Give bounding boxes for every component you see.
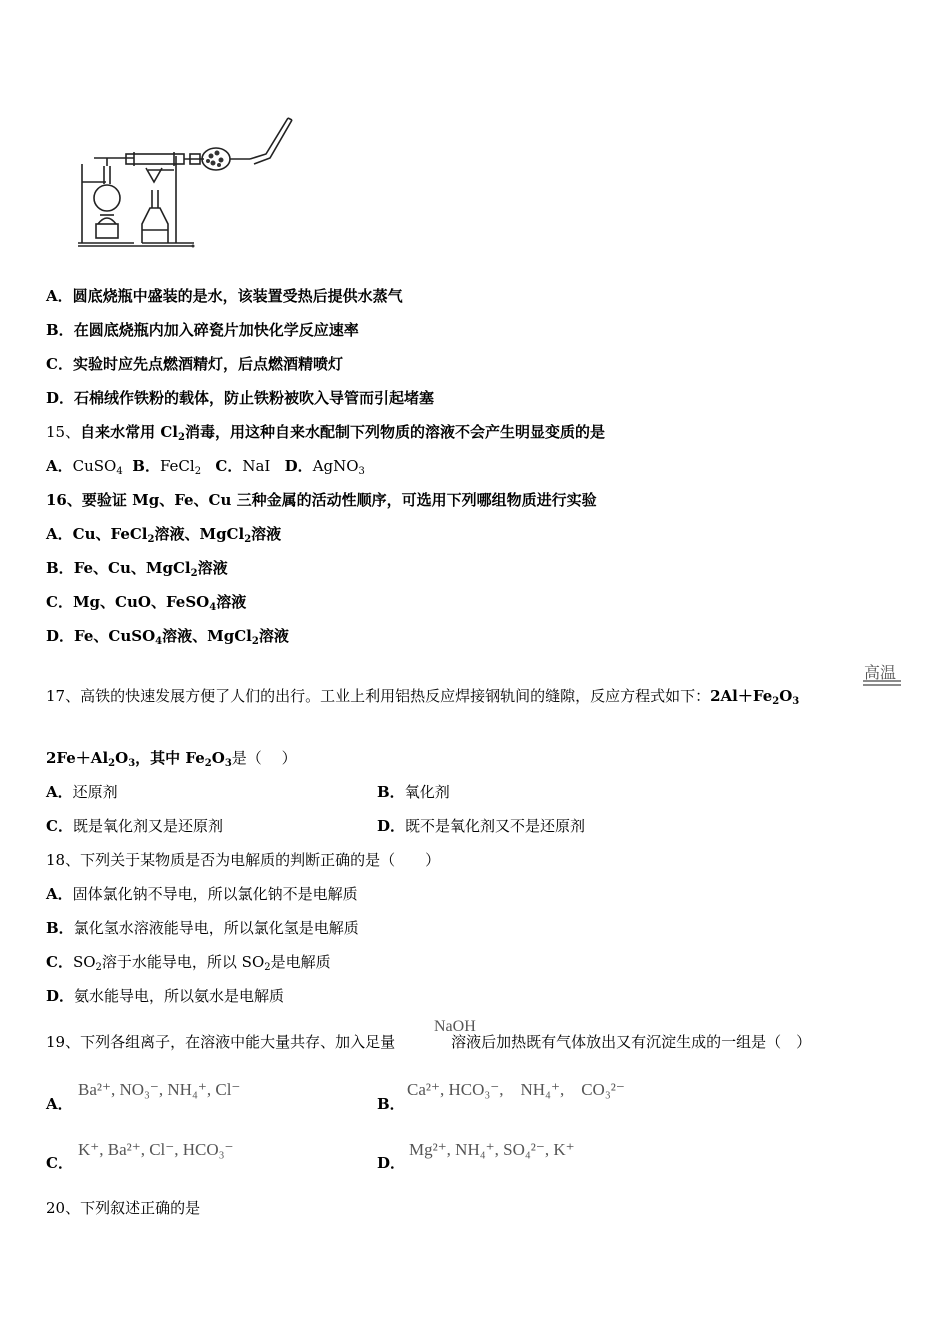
naoh-formula: NaOH [434,1018,476,1035]
q17-option-a: A．还原剂 [46,783,118,801]
q17-option-c: C．既是氧化剂又是还原剂 [46,817,223,835]
q19-option-a-ions: Ba²⁺, NO₃⁻, NH₄⁺, Cl⁻ [78,1080,241,1099]
q14-option-d: D．石棉绒作铁粉的载体，防止铁粉被吹入导管而引起堵塞 [46,389,435,407]
q18-option-c: C．$SO_2$溶于水能导电，所以 $SO_2$是电解质 [46,953,331,973]
q19-option-b-label: B． [377,1095,405,1113]
q14-option-a: A．圆底烧瓶中盛装的是水，该装置受热后提供水蒸气 [46,287,403,305]
reaction-condition: 高温 [864,665,897,682]
equals-sign [862,679,902,687]
q18-stem: 18、下列关于某物质是否为电解质的判断正确的是（ ） [46,851,441,869]
q16-option-a: A．Cu、FeCl$_2$溶液、MgCl$_2$溶液 [46,525,282,545]
q15-options: A．CuSO$_4$ B．FeCl$_2$ C．NaI D．AgNO$_3$ [46,457,365,477]
q17-option-d: D．既不是氧化剂又不是还原剂 [377,817,586,835]
q16-stem: 16、要验证 Mg、Fe、Cu 三种金属的活动性顺序，可选用下列哪组物质进行实验 [46,491,597,509]
q16-option-b: B．Fe、Cu、MgCl$_2$溶液 [46,559,228,579]
q19-option-d-label: D． [377,1154,406,1172]
q17-stem: 17、高铁的快速发展方便了人们的出行。工业上利用铝热反应焊接钢轨间的缝隙，反应方程式如下：$2Al+Fe_2O_3$ [46,687,800,707]
q16-option-c: C．Mg、CuO、FeSO$_4$溶液 [46,593,247,613]
q16-option-d: D．Fe、CuSO$_4$溶液、MgCl$_2$溶液 [46,627,289,647]
q18-option-d: D．氨水能导电，所以氨水是电解质 [46,987,285,1005]
q19-stem: 19、下列各组离子，在溶液中能大量共存、加入足量 溶液后加热既有气体放出又有沉淀生成的一组是（ ） [46,1033,812,1051]
q15-stem: 15、自来水常用 $Cl_2$消毒，用这种自来水配制下列物质的溶液不会产生明显变质的是 [46,423,605,443]
q17-option-b: B．氧化剂 [377,783,450,801]
q18-option-a: A．固体氯化钠不导电，所以氯化钠不是电解质 [46,885,358,903]
q20-stem: 20、下列叙述正确的是 [46,1199,201,1217]
q19-option-c-ions: K⁺, Ba²⁺, Cl⁻, HCO₃⁻ [78,1140,234,1159]
q14-option-b: B．在圆底烧瓶内加入碎瓷片加快化学反应速率 [46,321,359,339]
q19-option-a-label: A． [46,1095,73,1113]
q19-option-d-ions: Mg²⁺, NH₄⁺, SO₄²⁻, K⁺ [409,1140,575,1159]
q19-option-b-ions: Ca²⁺, HCO₃⁻, NH₄⁺, CO₃²⁻ [407,1080,625,1099]
q18-option-b: B．氯化氢水溶液能导电，所以氯化氢是电解质 [46,919,359,937]
q17-stem-cont: $2Fe+Al_2O_3$，其中 $Fe_2O_3$是（ ） [46,749,297,769]
q19-option-c-label: C． [46,1154,73,1172]
q14-option-c: C．实验时应先点燃酒精灯，后点燃酒精喷灯 [46,355,343,373]
apparatus-figure [74,112,304,252]
